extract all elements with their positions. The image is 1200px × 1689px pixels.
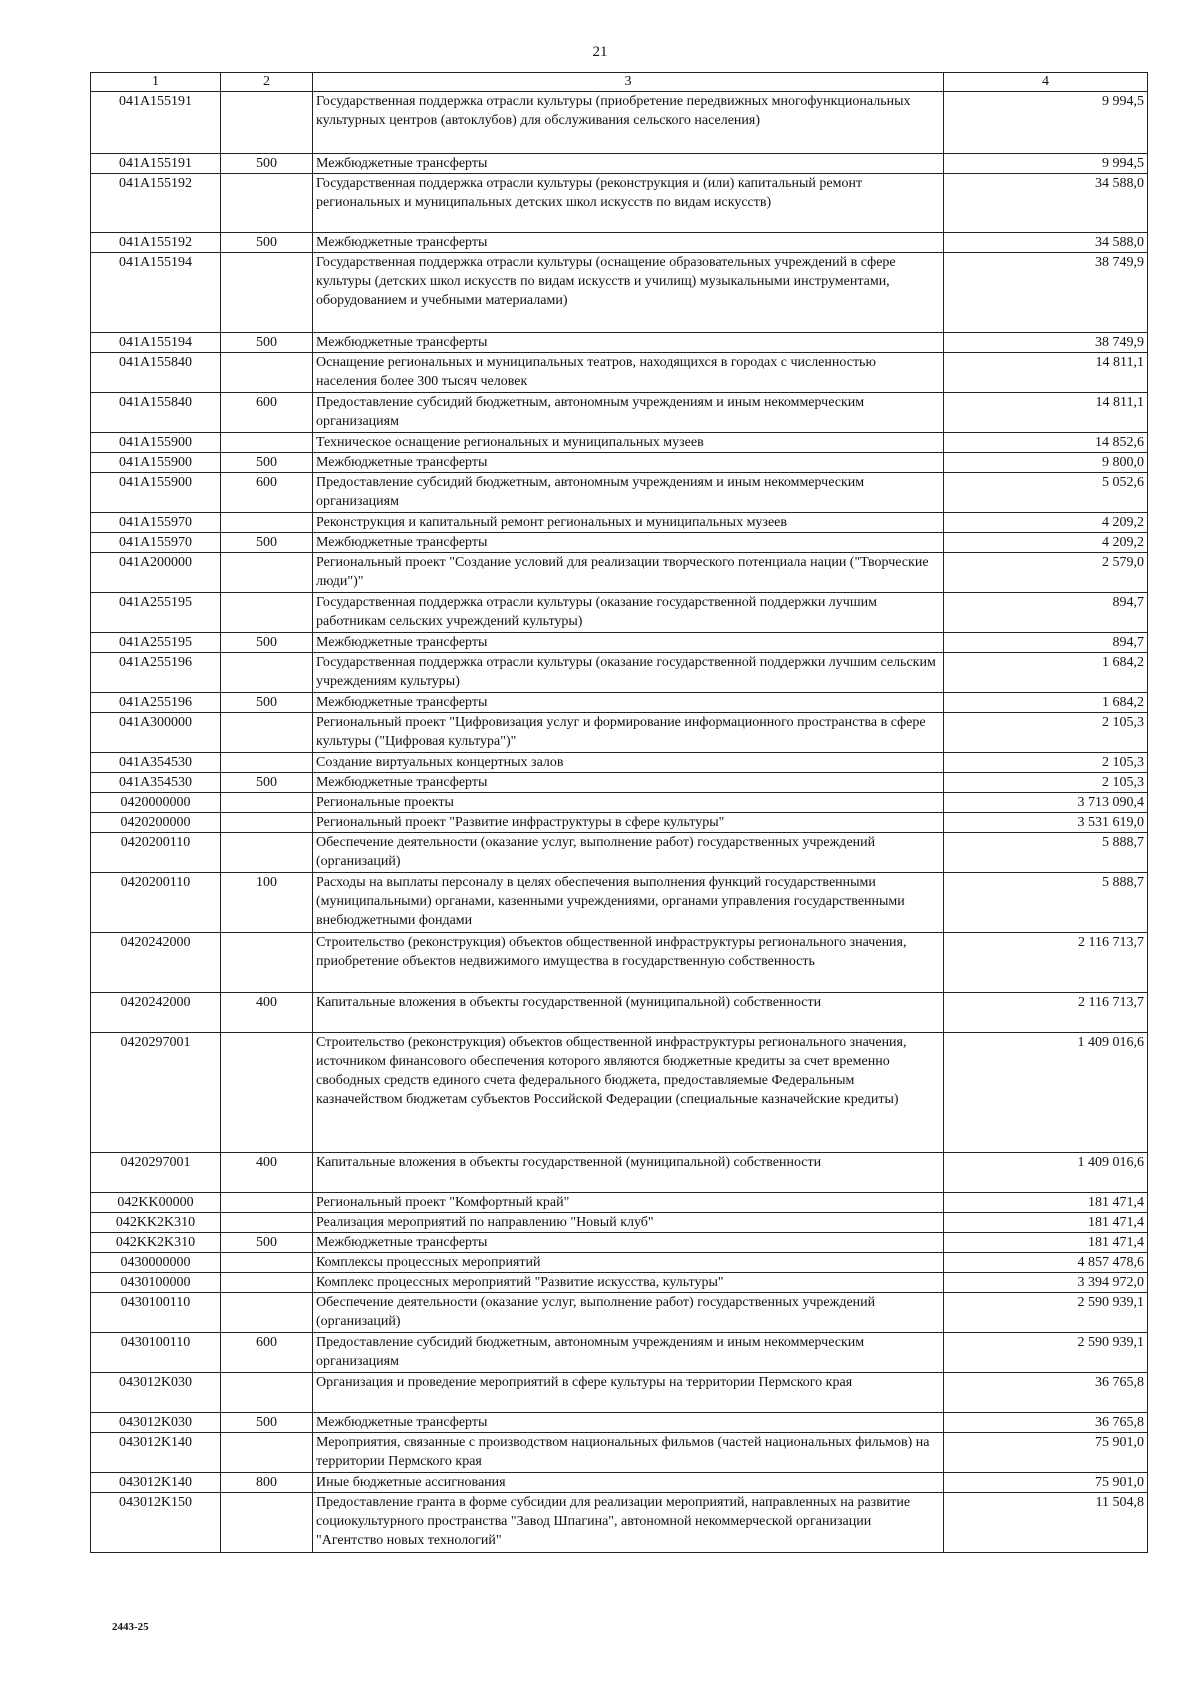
description-cell: Межбюджетные трансферты — [313, 533, 944, 553]
description-cell: Оснащение региональных и муниципальных театров, находящихся в городах с численностью населения более 300 тысяч человек — [313, 353, 944, 393]
amount-cell: 3 394 972,0 — [944, 1273, 1148, 1293]
budget-code-cell: 041A155900 — [91, 433, 221, 453]
expense-type-cell — [221, 1273, 313, 1293]
expense-type-cell — [221, 1493, 313, 1553]
description-cell: Межбюджетные трансферты — [313, 1233, 944, 1253]
budget-code-cell: 041A354530 — [91, 753, 221, 773]
expense-type-cell — [221, 174, 313, 233]
expense-type-cell — [221, 253, 313, 333]
expense-type-cell: 500 — [221, 1413, 313, 1433]
budget-code-cell: 041A155970 — [91, 513, 221, 533]
budget-code-cell: 041A155900 — [91, 453, 221, 473]
table-row — [91, 1433, 1148, 1473]
table-row — [91, 1273, 1148, 1293]
amount-cell: 2 105,3 — [944, 773, 1148, 793]
expense-type-cell — [221, 713, 313, 753]
description-cell: Межбюджетные трансферты — [313, 1413, 944, 1433]
amount-cell: 75 901,0 — [944, 1473, 1148, 1493]
column-header: 2 — [221, 73, 313, 92]
table-row — [91, 773, 1148, 793]
table-row — [91, 473, 1148, 513]
amount-cell: 2 116 713,7 — [944, 993, 1148, 1033]
budget-code-cell: 041A155900 — [91, 473, 221, 513]
column-header: 1 — [91, 73, 221, 92]
amount-cell: 4 209,2 — [944, 533, 1148, 553]
expense-type-cell: 800 — [221, 1473, 313, 1493]
budget-code-cell: 041A300000 — [91, 713, 221, 753]
budget-code-cell: 041A354530 — [91, 773, 221, 793]
amount-cell: 9 800,0 — [944, 453, 1148, 473]
budget-table — [90, 72, 1148, 1553]
table-row — [91, 693, 1148, 713]
amount-cell: 5 888,7 — [944, 873, 1148, 933]
amount-cell: 14 811,1 — [944, 353, 1148, 393]
amount-cell: 2 105,3 — [944, 713, 1148, 753]
table-row — [91, 933, 1148, 993]
expense-type-cell: 100 — [221, 873, 313, 933]
table-row — [91, 433, 1148, 453]
expense-type-cell: 600 — [221, 473, 313, 513]
description-cell: Региональные проекты — [313, 793, 944, 813]
description-cell: Межбюджетные трансферты — [313, 333, 944, 353]
document-code: 2443-25 — [112, 1621, 149, 1633]
amount-cell: 894,7 — [944, 593, 1148, 633]
description-cell: Межбюджетные трансферты — [313, 154, 944, 174]
description-cell: Межбюджетные трансферты — [313, 453, 944, 473]
expense-type-cell: 500 — [221, 233, 313, 253]
amount-cell: 181 471,4 — [944, 1193, 1148, 1213]
budget-code-cell: 041A255196 — [91, 693, 221, 713]
description-cell: Реконструкция и капитальный ремонт региональных и муниципальных музеев — [313, 513, 944, 533]
budget-code-cell: 041A200000 — [91, 553, 221, 593]
budget-code-cell: 0420242000 — [91, 993, 221, 1033]
description-cell: Межбюджетные трансферты — [313, 773, 944, 793]
description-cell: Государственная поддержка отрасли культуры (оказание государственной поддержки лучшим работникам сельских учреждений культуры) — [313, 593, 944, 633]
amount-cell: 34 588,0 — [944, 174, 1148, 233]
budget-code-cell: 0420200110 — [91, 833, 221, 873]
amount-cell: 9 994,5 — [944, 92, 1148, 154]
table-row — [91, 553, 1148, 593]
amount-cell: 894,7 — [944, 633, 1148, 653]
description-cell: Техническое оснащение региональных и муниципальных музеев — [313, 433, 944, 453]
budget-code-cell: 041A155192 — [91, 233, 221, 253]
amount-cell: 1 409 016,6 — [944, 1033, 1148, 1153]
budget-code-cell: 042KK2K310 — [91, 1233, 221, 1253]
budget-code-cell: 041A155840 — [91, 353, 221, 393]
budget-code-cell: 0430100000 — [91, 1273, 221, 1293]
amount-cell: 34 588,0 — [944, 233, 1148, 253]
description-cell: Государственная поддержка отрасли культуры (оснащение образовательных учреждений в сфере культуры (детских школ искусств по видам искусств и училищ) музыкальными инструментами, оборудованием и учебными материалами) — [313, 253, 944, 333]
amount-cell: 2 116 713,7 — [944, 933, 1148, 993]
expense-type-cell — [221, 513, 313, 533]
description-cell: Межбюджетные трансферты — [313, 633, 944, 653]
description-cell: Мероприятия, связанные с производством национальных фильмов (частей национальных фильмов) на территории Пермского края — [313, 1433, 944, 1473]
table-row — [91, 593, 1148, 633]
table-row — [91, 1293, 1148, 1333]
budget-code-cell: 041A155194 — [91, 253, 221, 333]
expense-type-cell: 500 — [221, 333, 313, 353]
expense-type-cell — [221, 653, 313, 693]
amount-cell: 38 749,9 — [944, 333, 1148, 353]
page-number: 21 — [592, 44, 608, 60]
amount-cell: 181 471,4 — [944, 1233, 1148, 1253]
expense-type-cell — [221, 593, 313, 633]
table-row — [91, 1153, 1148, 1193]
budget-code-cell: 041A155191 — [91, 92, 221, 154]
description-cell: Создание виртуальных концертных залов — [313, 753, 944, 773]
expense-type-cell: 400 — [221, 1153, 313, 1193]
description-cell: Государственная поддержка отрасли культуры (приобретение передвижных многофункциональных культурных центров (автоклубов) для обслуживания сельского населения) — [313, 92, 944, 154]
table-row — [91, 533, 1148, 553]
description-cell: Региональный проект "Комфортный край" — [313, 1193, 944, 1213]
budget-code-cell: 043012K140 — [91, 1433, 221, 1473]
expense-type-cell: 600 — [221, 1333, 313, 1373]
description-cell: Строительство (реконструкция) объектов общественной инфраструктуры регионального значения, источником финансового обеспечения которого являются бюджетные кредиты за счет временно свободных средств единого счета федерального бюджета, предоставляемые Федеральным казначейством бюджетам субъектов Российской Федерации (специальные казначейские кредиты) — [313, 1033, 944, 1153]
budget-code-cell: 0420000000 — [91, 793, 221, 813]
table-row — [91, 1233, 1148, 1253]
amount-cell: 181 471,4 — [944, 1213, 1148, 1233]
description-cell: Иные бюджетные ассигнования — [313, 1473, 944, 1493]
expense-type-cell — [221, 1433, 313, 1473]
column-header: 3 — [313, 73, 944, 92]
description-cell: Капитальные вложения в объекты государственной (муниципальной) собственности — [313, 993, 944, 1033]
budget-code-cell: 042KK2K310 — [91, 1213, 221, 1233]
budget-code-cell: 041A155191 — [91, 154, 221, 174]
expense-type-cell — [221, 1373, 313, 1413]
expense-type-cell: 500 — [221, 773, 313, 793]
budget-code-cell: 0420242000 — [91, 933, 221, 993]
amount-cell: 14 811,1 — [944, 393, 1148, 433]
table-row — [91, 1413, 1148, 1433]
table-row — [91, 633, 1148, 653]
table-row — [91, 993, 1148, 1033]
table-row — [91, 233, 1148, 253]
table-row — [91, 453, 1148, 473]
amount-cell: 36 765,8 — [944, 1373, 1148, 1413]
table-row — [91, 653, 1148, 693]
amount-cell: 11 504,8 — [944, 1493, 1148, 1553]
expense-type-cell — [221, 1253, 313, 1273]
budget-code-cell: 0420297001 — [91, 1033, 221, 1153]
expense-type-cell — [221, 1193, 313, 1213]
budget-code-cell: 0430100110 — [91, 1333, 221, 1373]
budget-code-cell: 0430100110 — [91, 1293, 221, 1333]
expense-type-cell — [221, 1213, 313, 1233]
amount-cell: 4 209,2 — [944, 513, 1148, 533]
amount-cell: 2 105,3 — [944, 753, 1148, 773]
budget-code-cell: 041A255195 — [91, 633, 221, 653]
description-cell: Расходы на выплаты персоналу в целях обеспечения выполнения функций государственными (муниципальными) органами, казенными учреждениями, органами управления государственными внебюджетными фондами — [313, 873, 944, 933]
budget-code-cell: 041A155970 — [91, 533, 221, 553]
expense-type-cell — [221, 433, 313, 453]
amount-cell: 1 684,2 — [944, 693, 1148, 713]
budget-code-cell: 041A155840 — [91, 393, 221, 433]
expense-type-cell — [221, 92, 313, 154]
table-row — [91, 1033, 1148, 1153]
amount-cell: 1 409 016,6 — [944, 1153, 1148, 1193]
description-cell: Обеспечение деятельности (оказание услуг, выполнение работ) государственных учреждений (организаций) — [313, 833, 944, 873]
description-cell: Региональный проект "Цифровизация услуг и формирование информационного пространства в сфере культуры ("Цифровая культура")" — [313, 713, 944, 753]
table-row — [91, 873, 1148, 933]
expense-type-cell — [221, 1293, 313, 1333]
amount-cell: 36 765,8 — [944, 1413, 1148, 1433]
description-cell: Региональный проект "Развитие инфраструктуры в сфере культуры" — [313, 813, 944, 833]
description-cell: Государственная поддержка отрасли культуры (оказание государственной поддержки лучшим сельским учреждениям культуры) — [313, 653, 944, 693]
table-row — [91, 1493, 1148, 1553]
table-row — [91, 753, 1148, 773]
amount-cell: 9 994,5 — [944, 154, 1148, 174]
description-cell: Обеспечение деятельности (оказание услуг, выполнение работ) государственных учреждений (организаций) — [313, 1293, 944, 1333]
expense-type-cell: 400 — [221, 993, 313, 1033]
table-row — [91, 713, 1148, 753]
amount-cell: 3 713 090,4 — [944, 793, 1148, 813]
description-cell: Организация и проведение мероприятий в сфере культуры на территории Пермского края — [313, 1373, 944, 1413]
budget-code-cell: 0420297001 — [91, 1153, 221, 1193]
expense-type-cell — [221, 353, 313, 393]
column-header: 4 — [944, 73, 1148, 92]
table-row — [91, 353, 1148, 393]
table-body — [91, 92, 1148, 1553]
table-row — [91, 333, 1148, 353]
budget-code-cell: 0420200110 — [91, 873, 221, 933]
table-row — [91, 833, 1148, 873]
table-row — [91, 1193, 1148, 1213]
expense-type-cell — [221, 1033, 313, 1153]
table-row — [91, 1473, 1148, 1493]
table-row — [91, 793, 1148, 813]
amount-cell: 2 579,0 — [944, 553, 1148, 593]
expense-type-cell — [221, 793, 313, 813]
table-row — [91, 174, 1148, 233]
description-cell: Реализация мероприятий по направлению "Новый клуб" — [313, 1213, 944, 1233]
description-cell: Межбюджетные трансферты — [313, 233, 944, 253]
expense-type-cell: 500 — [221, 1233, 313, 1253]
description-cell: Строительство (реконструкция) объектов общественной инфраструктуры регионального значения, приобретение объектов недвижимого имущества в государственную собственность — [313, 933, 944, 993]
budget-code-cell: 043012K140 — [91, 1473, 221, 1493]
table-row — [91, 1253, 1148, 1273]
budget-code-cell: 041A155192 — [91, 174, 221, 233]
expense-type-cell: 500 — [221, 453, 313, 473]
table-row — [91, 92, 1148, 154]
amount-cell: 4 857 478,6 — [944, 1253, 1148, 1273]
expense-type-cell — [221, 833, 313, 873]
table-row — [91, 513, 1148, 533]
expense-type-cell: 500 — [221, 154, 313, 174]
description-cell: Комплекс процессных мероприятий "Развитие искусства, культуры" — [313, 1273, 944, 1293]
description-cell: Государственная поддержка отрасли культуры (реконструкция и (или) капитальный ремонт региональных и муниципальных детских школ искусств по видам искусств) — [313, 174, 944, 233]
expense-type-cell — [221, 753, 313, 773]
table-row — [91, 1373, 1148, 1413]
budget-code-cell: 043012K030 — [91, 1413, 221, 1433]
description-cell: Предоставление субсидий бюджетным, автономным учреждениям и иным некоммерческим организациям — [313, 393, 944, 433]
description-cell: Региональный проект "Создание условий для реализации творческого потенциала нации ("Творческие люди")" — [313, 553, 944, 593]
amount-cell: 2 590 939,1 — [944, 1293, 1148, 1333]
budget-code-cell: 043012K030 — [91, 1373, 221, 1413]
table-row — [91, 154, 1148, 174]
expense-type-cell: 500 — [221, 533, 313, 553]
table-row — [91, 393, 1148, 433]
amount-cell: 5 888,7 — [944, 833, 1148, 873]
amount-cell: 3 531 619,0 — [944, 813, 1148, 833]
budget-code-cell: 041A255195 — [91, 593, 221, 633]
description-cell: Предоставление гранта в форме субсидии для реализации мероприятий, направленных на развитие социокультурного пространства "Завод Шпагина", автономной некоммерческой организации "Агентство новых технологий" — [313, 1493, 944, 1553]
amount-cell: 1 684,2 — [944, 653, 1148, 693]
expense-type-cell: 500 — [221, 693, 313, 713]
expense-type-cell — [221, 933, 313, 993]
budget-code-cell: 043012K150 — [91, 1493, 221, 1553]
amount-cell: 38 749,9 — [944, 253, 1148, 333]
expense-type-cell: 500 — [221, 633, 313, 653]
table-row — [91, 253, 1148, 333]
expense-type-cell — [221, 553, 313, 593]
budget-code-cell: 041A255196 — [91, 653, 221, 693]
budget-code-cell: 042KK00000 — [91, 1193, 221, 1213]
budget-code-cell: 041A155194 — [91, 333, 221, 353]
budget-code-cell: 0420200000 — [91, 813, 221, 833]
table-row — [91, 1213, 1148, 1233]
amount-cell: 2 590 939,1 — [944, 1333, 1148, 1373]
expense-type-cell: 600 — [221, 393, 313, 433]
description-cell: Капитальные вложения в объекты государственной (муниципальной) собственности — [313, 1153, 944, 1193]
table-header-row — [91, 73, 1148, 92]
budget-code-cell: 0430000000 — [91, 1253, 221, 1273]
table-row — [91, 813, 1148, 833]
table-row — [91, 1333, 1148, 1373]
description-cell: Комплексы процессных мероприятий — [313, 1253, 944, 1273]
description-cell: Межбюджетные трансферты — [313, 693, 944, 713]
expense-type-cell — [221, 813, 313, 833]
amount-cell: 14 852,6 — [944, 433, 1148, 453]
description-cell: Предоставление субсидий бюджетным, автономным учреждениям и иным некоммерческим организациям — [313, 473, 944, 513]
amount-cell: 75 901,0 — [944, 1433, 1148, 1473]
description-cell: Предоставление субсидий бюджетным, автономным учреждениям и иным некоммерческим организациям — [313, 1333, 944, 1373]
amount-cell: 5 052,6 — [944, 473, 1148, 513]
